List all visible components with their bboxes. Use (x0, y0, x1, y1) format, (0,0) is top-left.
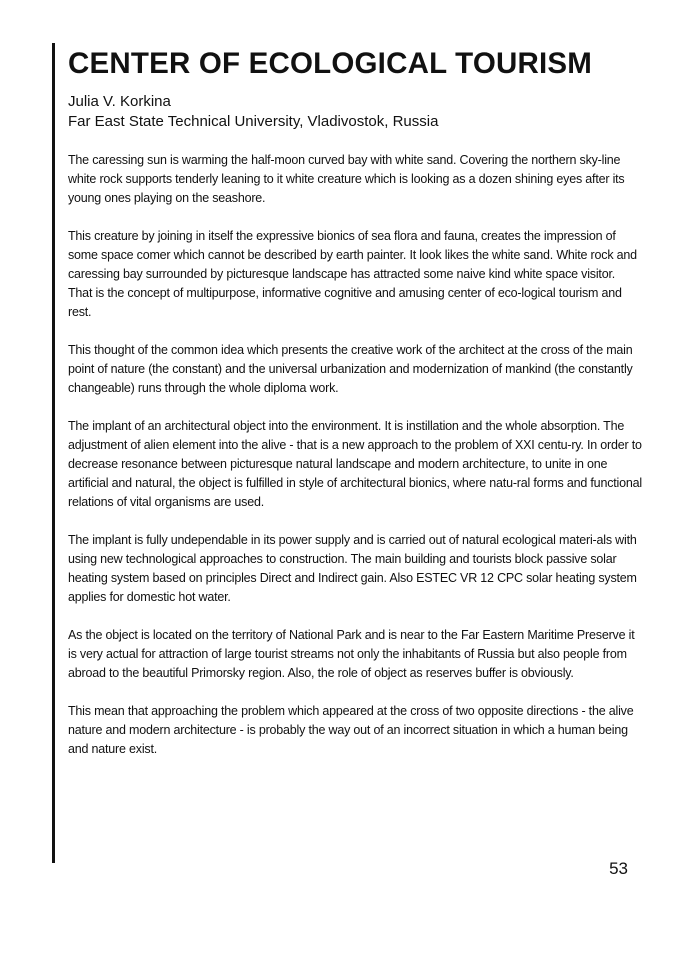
article-body (68, 151, 642, 759)
paragraph: This thought of the common idea which presents the creative work of the architect at the cross of the main point of nature (the constant) and the universal urbanization and modernization of mankind (the constantly changeable) runs through the whole diploma work. (68, 343, 633, 395)
article-title: CENTER OF ECOLOGICAL TOURISM (68, 47, 593, 80)
paragraph: This mean that approaching the problem which appeared at the cross of two opposite directions - the alive nature and modern architecture - is probably the way out of an incorrect situation in which a human being and nature exist. (68, 704, 634, 756)
article-content (68, 46, 642, 778)
margin-rule (52, 43, 55, 863)
paragraph: This creature by joining in itself the expressive bionics of sea flora and fauna, creates the impression of some space comer which cannot be described by earth painter. It look likes the white sand. White rock and caressing bay surrounded by picturesque landscape has attracted some naive kind white space visitor. That is the concept of multipurpose, informative cognitive and amusing center of eco-logical tourism and rest. (68, 229, 637, 319)
page-number: 53 (609, 859, 628, 878)
paragraph: The caressing sun is warming the half-moon curved bay with white sand. Covering the northern sky-line white rock supports tenderly leaning to it white creature which is looking as a dozen shining eyes after its young ones playing on the seashore. (68, 153, 625, 205)
paragraph: The implant is fully undependable in its power supply and is carried out of natural ecological materi-als with using new technological approaches to construction. The main building and tourists block passive solar heating system based on principles Direct and Indirect gain. Also ESTEC VR 12 CPC solar heating system applies for domestic hot water. (68, 533, 637, 604)
author-name: Julia V. Korkina (68, 93, 171, 110)
paragraph: As the object is located on the territory of National Park and is near to the Far Eastern Maritime Preserve it is very actual for attraction of large tourist streams not only the inhabitants of Russia but also people from abroad to the beautiful Primorsky region. Also, the role of object as reserves buffer is obviously. (68, 628, 635, 680)
author-affiliation: Far East State Technical University, Vladivostok, Russia (68, 113, 439, 130)
paragraph: The implant of an architectural object into the environment. It is instillation and the whole absorption. The adjustment of alien element into the alive - that is a new approach to the problem of XXI centu-ry. In order to decrease resonance between picturesque natural landscape and modern architecture, to unite in one artificial and natural, the object is fulfilled in style of architectural bionics, where natu-ral forms and functional relations of vital organisms are used. (68, 419, 642, 509)
